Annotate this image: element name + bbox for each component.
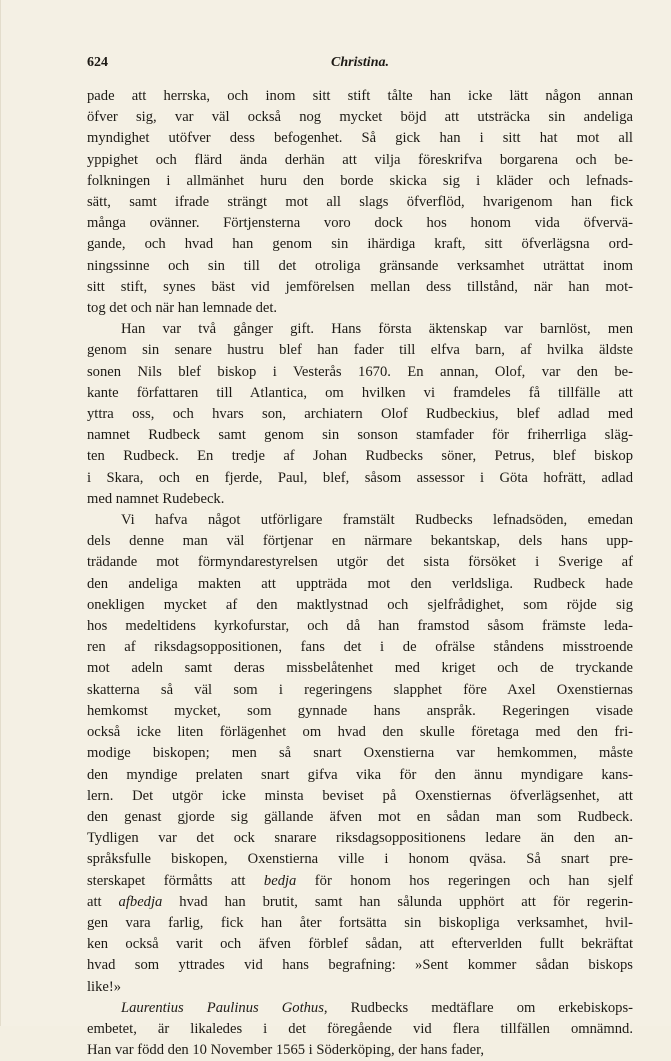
text-line: yppighet och flärd ända derhän att vilja föreskrifva borgarena och be- [87, 151, 633, 168]
text-line: embetet, är likaledes i det föregående vid flera tillfällen omnämnd. [87, 1020, 633, 1037]
text-line: med namnet Rudebeck. [87, 490, 225, 507]
text-line: sätt, samt ifrade strängt mot all slags öfverflöd, hvarigenom han fick [87, 194, 633, 211]
text-line: myndighet utöfver dess befogenhet. Så gick han i sitt hat mot all [87, 130, 633, 147]
text-line: ken också varit och äfven förblef sådan, att efterverlden fullt bekräftat [87, 936, 633, 953]
text-line: yttra oss, och hvars son, archiatern Olof Rudbeckius, blef adlad med [87, 406, 633, 423]
text-line: Vi hafva något utförligare framstält Rudbecks lefnadsöden, emedan [121, 512, 633, 529]
page-number: 624 [87, 55, 108, 70]
text-line: onekligen mycket af den maktlystnad och sjelfrådighet, som röjde sig [87, 596, 633, 613]
text-line: like!» [87, 978, 122, 995]
text-line: den andeliga makten att uppträda mot den verldsliga. Rudbeck hade [87, 575, 633, 592]
text-line: i Skara, och en fjerde, Paul, blef, såsom assessor i Göta hofrätt, adlad [87, 469, 633, 486]
text-line: ren af riksdagsoppositionen, fans det i de ofrälse ståndens misstroende [87, 639, 633, 656]
text-line: öfver sig, var väl också nog mycket böjd att utsträcka sin andeliga [87, 109, 633, 126]
text-line: skatterna så väl som i regeringens slapphet före Axel Oxenstiernas [87, 681, 633, 698]
text-line: folkningen i allmänhet huru den borde skicka sig i kläder och lefnads- [87, 172, 633, 189]
text-line: den myndige prelaten snart gifva vika för den ännu myndigare kans- [87, 766, 633, 783]
text-line: ningssinne och sin till det otroliga gränsande verksamhet uträttat inom [87, 257, 633, 274]
text-line: Han var två gånger gift. Hans första äktenskap var barnlöst, men [121, 321, 633, 338]
text-line: kante författaren till Atlantica, om hvilken vi framdeles få tillfälle att [87, 384, 633, 401]
text-line: ten Rudbeck. En tredje af Johan Rudbecks söner, Petrus, blef biskop [87, 448, 633, 465]
text-line: många ovänner. Förtjensterna voro dock hos honom vida öfvervä- [87, 215, 633, 232]
page-header [87, 55, 633, 75]
text-line: gen vara farlig, fick han åter fortsätta sin biskopliga verksamhet, hvil- [87, 914, 633, 931]
text-line: pade att herrska, och inom sitt stift tålte han icke lätt någon annan [87, 88, 633, 104]
text-line: mot adeln samt deras missbelåtenhet med kriget och de tryckande [87, 660, 633, 677]
text-line: Tydligen var det ock snarare riksdagsoppositionens ledare än den an- [87, 830, 633, 847]
text-line: hemkomst mycket, som gynnade hans anspråk. Regeringen visade [87, 702, 633, 719]
text-line: också icke liten förlägenhet om hvad den skulle företaga med den fri- [87, 724, 633, 741]
text-line: sonen Nils blef biskop i Vesterås 1670. En annan, Olof, var den be- [87, 363, 633, 380]
text-line: Han var född den 10 November 1565 i Söderköping, der hans fader, [87, 1042, 484, 1059]
text-line: hos medeltidens kyrkofurstar, och då han framstod såsom främste leda- [87, 618, 633, 635]
text-line: modige biskopen; men så snart Oxenstierna var hemkommen, måste [87, 745, 633, 762]
running-title: Christina. [331, 55, 389, 70]
text-line: Laurentius Paulinus Gothus, Rudbecks medtäflare om erkebiskops- [121, 999, 633, 1016]
text-line: namnet Rudbeck samt genom sin sonson stamfader för friherrliga släg- [87, 427, 633, 444]
body-text [87, 86, 633, 1061]
text-line: hvad som yttrades vid hans begrafning: »Sent kommer sådan biskops [87, 957, 633, 974]
text-line: den genast gjorde sig gällande äfven mot en sådan man som Rudbeck. [87, 808, 633, 825]
text-line: tog det och när han lemnade det. [87, 300, 278, 317]
text-line: att afbedja hvad han brutit, samt han sålunda upphört att för regerin- [87, 893, 633, 910]
text-line: sitt stift, synes bäst vid jemförelsen mellan dess tillstånd, när han mot- [87, 278, 633, 295]
text-line: dels denne man väl förtjenar en närmare bekantskap, dels hans upp- [87, 533, 633, 550]
text-line: gande, och hvad han genom sin ihärdiga kraft, sitt öfverlägsna ord- [87, 236, 633, 253]
text-line: genom sin senare hustru blef han fader till elfva barn, af hvilka äldste [87, 342, 633, 359]
text-line: trädande mot förmyndarestyrelsen utgör det sista försöket i Sverige af [87, 554, 633, 571]
text-line: lern. Det utgör icke minsta beviset på Oxenstiernas öfverlägsenhet, att [87, 787, 633, 804]
text-line: sterskapet förmåtts att bedja för honom hos regeringen och han sjelf [87, 872, 633, 889]
text-line: språksfulle biskopen, Oxenstierna ville i honom qväsa. Så snart pre- [87, 851, 633, 868]
